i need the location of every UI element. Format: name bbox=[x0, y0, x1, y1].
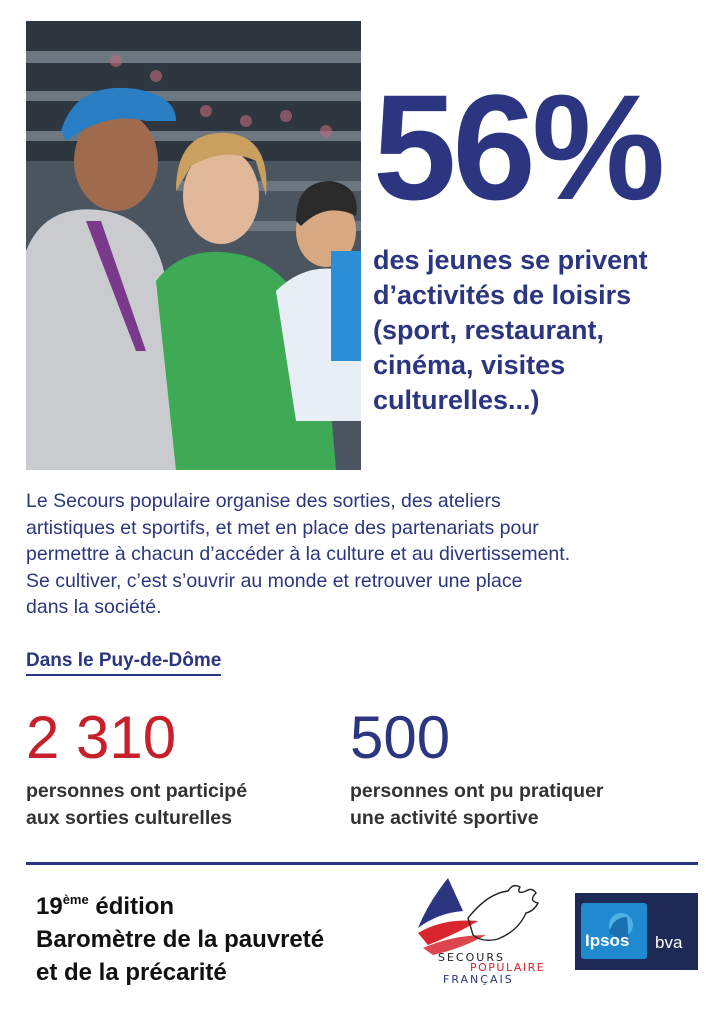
body-line: permettre à chacun d’accéder à la culture et au divertissement. bbox=[26, 543, 571, 565]
bva-brand: bva bbox=[655, 933, 683, 952]
headline-line: culturelles...) bbox=[373, 385, 540, 415]
stat-value-sport: 500 bbox=[350, 704, 451, 771]
divider bbox=[26, 862, 698, 865]
edition-line: Baromètre de la pauvreté bbox=[36, 926, 325, 953]
stat-value-cultural: 2 310 bbox=[26, 704, 177, 771]
headline-line: des jeunes se privent bbox=[373, 245, 648, 275]
secours-populaire-logo bbox=[408, 873, 558, 988]
edition-line: et de la précarité bbox=[36, 959, 227, 986]
stat-label-line: aux sorties culturelles bbox=[26, 807, 232, 829]
stat-label-line: une activité sportive bbox=[350, 807, 539, 829]
body-line: Se cultiver, c’est s’ouvrir au monde et retrouver une place bbox=[26, 569, 523, 592]
body-line: artistiques et sportifs, et met en place des partenariats pour bbox=[26, 516, 539, 539]
spf-logo-line1: SECOURS bbox=[438, 951, 505, 964]
headline-line: (sport, restaurant, bbox=[373, 315, 605, 345]
body-line: Le Secours populaire organise des sorties, des ateliers bbox=[26, 490, 501, 512]
region-title: Dans le Puy-de-Dôme bbox=[26, 650, 221, 676]
headline-percent: 56% bbox=[373, 63, 662, 231]
spf-logo-line2: POPULAIRE bbox=[470, 961, 546, 974]
headline-line: d’activités de loisirs bbox=[373, 280, 632, 310]
stat-label-line: personnes ont pu pratiquer bbox=[350, 780, 604, 802]
headline-line: cinéma, visites bbox=[373, 350, 566, 380]
photo-children-stadium bbox=[26, 21, 361, 470]
body-paragraph bbox=[26, 488, 698, 621]
ipsos-brand: Ipsos bbox=[585, 931, 630, 950]
edition-number: 19 bbox=[36, 893, 63, 920]
edition-word: édition bbox=[88, 893, 175, 920]
body-line: dans la société. bbox=[26, 596, 162, 618]
stat-label-sport bbox=[350, 778, 604, 832]
edition-title bbox=[36, 883, 324, 989]
edition-sup: ème bbox=[62, 892, 89, 907]
spf-logo-line3: FRANÇAIS bbox=[443, 973, 514, 986]
stat-label-line: personnes ont participé bbox=[26, 780, 248, 802]
ipsos-bva-logo bbox=[575, 893, 698, 970]
stat-label-cultural bbox=[26, 778, 247, 832]
headline-text bbox=[373, 243, 708, 418]
edition-line bbox=[36, 883, 324, 923]
